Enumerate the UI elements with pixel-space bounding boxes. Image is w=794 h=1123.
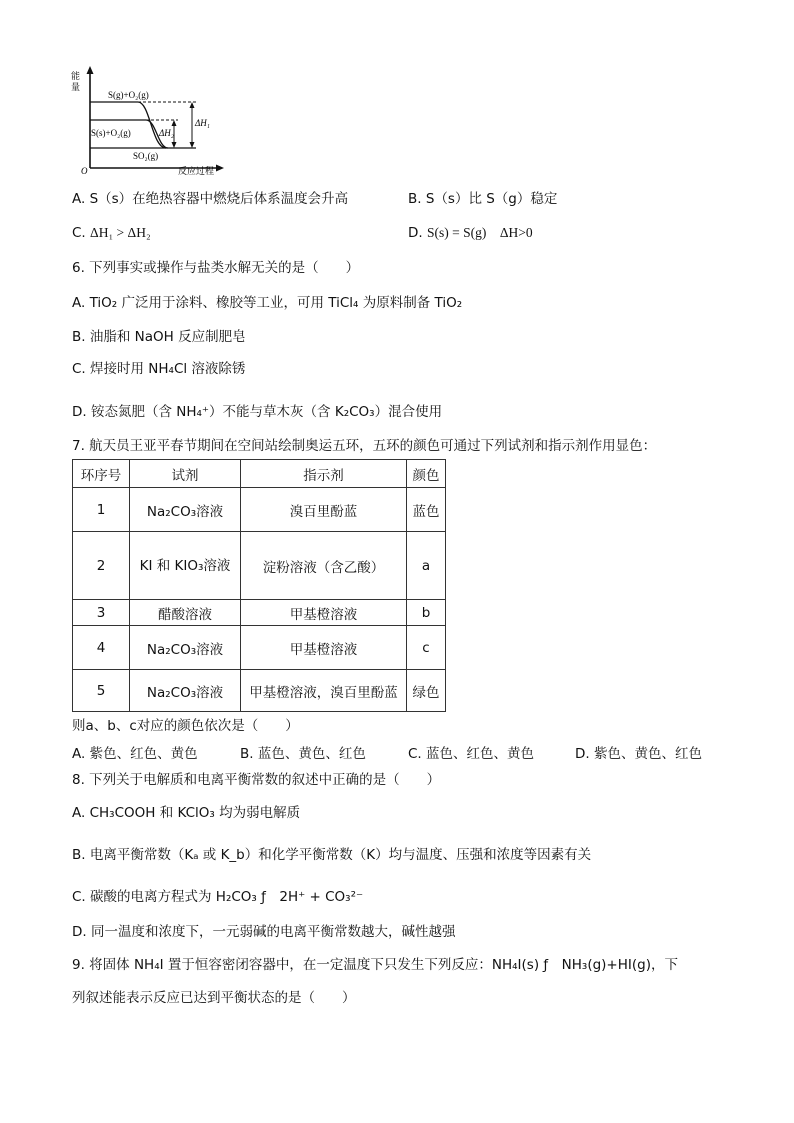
cell-ring: 4 (73, 626, 130, 670)
table-row (73, 670, 446, 712)
table-row (73, 532, 446, 600)
cell-indicator: 甲基橙溶液 (241, 626, 407, 670)
q5-c-prefix: C. (72, 225, 91, 241)
dh2-label: ΔH₂ (159, 128, 174, 138)
q7-option-c: C. 蓝色、红色、黄色 (408, 746, 535, 762)
mid-state-label: S(s)+O₂(g) (91, 128, 131, 138)
q5-option-c (72, 223, 151, 243)
q5-option-a: A. S（s）在绝热容器中燃烧后体系温度会升高 (72, 191, 349, 207)
cell-ring: 5 (73, 670, 130, 712)
q5-c-expr: ΔH₁ > ΔH₂ (90, 225, 151, 240)
x-axis-arrow (216, 165, 224, 172)
q8-stem: 8. 下列关于电解质和电离平衡常数的叙述中正确的是（ ） (72, 772, 441, 788)
rings-table (72, 459, 446, 712)
cell-reagent: 醋酸溶液 (130, 600, 241, 626)
dh2-arrow-head (172, 142, 177, 148)
q6-option-b: B. 油脂和 NaOH 反应制肥皂 (72, 329, 246, 345)
table-row (73, 488, 446, 532)
q7-option-a: A. 紫色、红色、黄色 (72, 746, 198, 762)
q7-after: 则a、b、c对应的颜色依次是（ ） (72, 718, 299, 734)
q5-d-prefix: D. (408, 225, 427, 241)
cell-ring: 3 (73, 600, 130, 626)
cell-ring: 1 (73, 488, 130, 532)
q8-option-b: B. 电离平衡常数（Kₐ 或 K_b）和化学平衡常数（K）均与温度、压强和浓度等因素有关 (72, 847, 592, 863)
cell-color: 蓝色 (407, 488, 446, 532)
col-header-reagent: 试剂 (130, 460, 241, 488)
cell-color: a (407, 532, 446, 600)
origin-label: O (81, 166, 88, 176)
q7-option-d: D. 紫色、黄色、红色 (575, 746, 702, 762)
dh1-label: ΔH₁ (195, 118, 210, 128)
cell-indicator: 淀粉溶液（含乙酸） (241, 532, 407, 600)
q8-option-c: C. 碳酸的电离方程式为 H₂CO₃ ƒ 2H⁺ + CO₃²⁻ (72, 889, 364, 905)
cell-indicator: 甲基橙溶液 (241, 600, 407, 626)
cell-reagent: Na₂CO₃溶液 (130, 626, 241, 670)
table-row (73, 626, 446, 670)
col-header-indicator: 指示剂 (241, 460, 407, 488)
q8-option-a: A. CH₃COOH 和 KClO₃ 均为弱电解质 (72, 805, 301, 821)
col-header-ring: 环序号 (73, 460, 130, 488)
cell-reagent: KI 和 KIO₃溶液 (130, 532, 241, 600)
cell-ring: 2 (73, 532, 130, 600)
q7-option-b: B. 蓝色、黄色、红色 (240, 746, 366, 762)
q5-option-b: B. S（s）比 S（g）稳定 (408, 191, 558, 207)
q8-option-d: D. 同一温度和浓度下，一元弱碱的电离平衡常数越大，碱性越强 (72, 924, 456, 940)
cell-reagent: Na₂CO₃溶液 (130, 488, 241, 532)
q9-stem-line-1: 9. 将固体 NH₄I 置于恒容密闭容器中，在一定温度下只发生下列反应：NH₄I(s) ƒ NH₃(g)+HI(g)，下 (72, 957, 678, 973)
x-axis-label: 反应过程 (178, 166, 215, 176)
table-header-row (73, 460, 446, 488)
q6-stem: 6. 下列事实或操作与盐类水解无关的是（ ） (72, 260, 360, 276)
bottom-state-label: SO₂(g) (133, 151, 159, 161)
cell-reagent: Na₂CO₃溶液 (130, 670, 241, 712)
table-row (73, 600, 446, 626)
top-state-label: S(g)+O₂(g) (108, 90, 149, 100)
q6-option-d: D. 铵态氮肥（含 NH₄⁺）不能与草木灰（含 K₂CO₃）混合使用 (72, 404, 443, 420)
col-header-color: 颜色 (407, 460, 446, 488)
q6-option-c: C. 焊接时用 NH₄Cl 溶液除锈 (72, 361, 246, 377)
dh1-arrow-tail (190, 102, 195, 108)
cell-color: b (407, 600, 446, 626)
dh1-arrow-head (190, 142, 195, 148)
y-axis-label-vertical: 能量 (71, 72, 81, 93)
q7-stem: 7. 航天员王亚平春节期间在空间站绘制奥运五环，五环的颜色可通过下列试剂和指示剂作用显色： (72, 438, 657, 454)
cell-color: c (407, 626, 446, 670)
energy-diagram (68, 64, 233, 176)
q6-option-a: A. TiO₂ 广泛用于涂料、橡胶等工业，可用 TiCl₄ 为原料制备 TiO₂ (72, 295, 463, 311)
q5-option-d (408, 223, 533, 243)
dh2-arrow-tail (172, 120, 177, 126)
q9-stem-line-2: 列叙述能表示反应已达到平衡状态的是（ ） (72, 990, 356, 1006)
cell-indicator: 溴百里酚蓝 (241, 488, 407, 532)
cell-color: 绿色 (407, 670, 446, 712)
cell-indicator: 甲基橙溶液，溴百里酚蓝 (241, 670, 407, 712)
q5-d-expr: S(s) = S(g) ΔH>0 (426, 225, 533, 240)
y-axis-arrow (87, 66, 94, 74)
